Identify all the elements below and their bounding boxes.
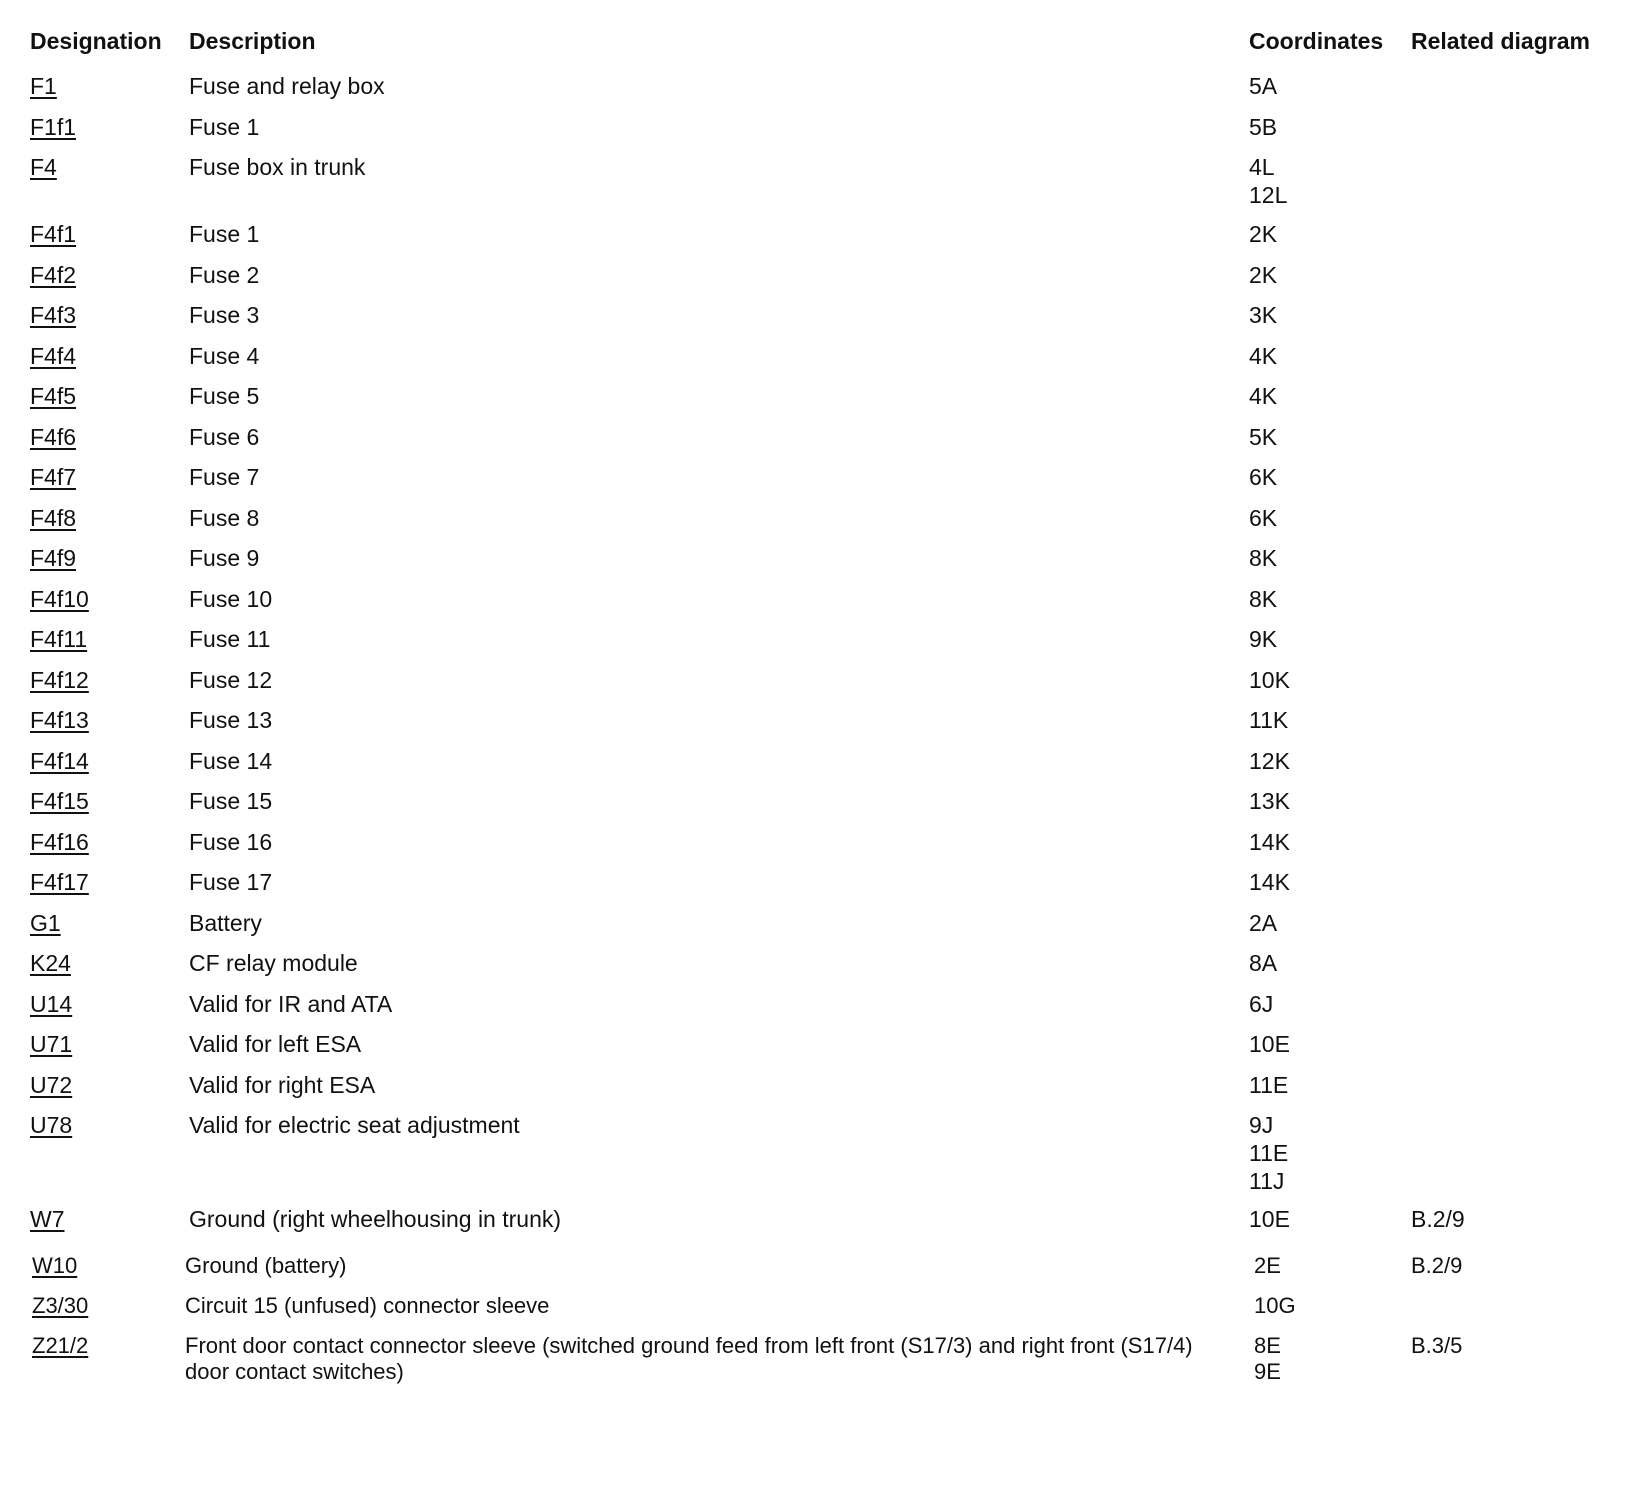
description-cell: Fuse 17 xyxy=(189,869,273,895)
coordinate-value: 10E xyxy=(1249,1206,1290,1232)
designation-link[interactable]: F1 xyxy=(30,73,57,99)
coordinates-cell xyxy=(1249,504,1277,532)
description-cell: Valid for left ESA xyxy=(189,1031,362,1057)
coordinate-value: 5K xyxy=(1249,423,1278,450)
coordinate-value: 9E xyxy=(1254,1359,1281,1384)
coordinates-cell xyxy=(1249,423,1277,451)
designation-link[interactable]: F4f6 xyxy=(30,423,77,450)
description-cell: Battery xyxy=(189,909,262,936)
coordinates-cell xyxy=(1249,72,1277,100)
designation-link[interactable]: F4f17 xyxy=(30,869,89,895)
header-related-diagram: Related diagram xyxy=(1411,28,1590,54)
designation-link[interactable]: F4f9 xyxy=(30,545,77,571)
coordinate-value: 2K xyxy=(1249,221,1278,247)
description-cell: Valid for IR and ATA xyxy=(189,990,393,1017)
description-cell: Valid for right ESA xyxy=(189,1071,376,1098)
description-cell: Fuse 13 xyxy=(189,707,273,733)
designation-link[interactable]: F4f15 xyxy=(30,788,89,814)
coordinate-value: 8K xyxy=(1249,545,1278,571)
coordinates-cell xyxy=(1249,828,1290,856)
coordinate-value: 10K xyxy=(1249,666,1290,693)
coordinates-cell xyxy=(1249,153,1287,209)
coordinate-value: 4K xyxy=(1249,342,1278,369)
table-row xyxy=(0,419,1648,460)
coordinate-value: 2K xyxy=(1249,261,1278,288)
description-cell: Fuse 7 xyxy=(189,464,260,490)
designation-link[interactable]: W7 xyxy=(30,1206,65,1232)
designation-link[interactable]: F4f7 xyxy=(30,464,77,490)
designation-link[interactable]: U72 xyxy=(30,1071,73,1098)
table-row xyxy=(0,1289,1648,1329)
coordinates-cell xyxy=(1249,342,1277,370)
table-row xyxy=(0,297,1648,338)
coordinate-value: 2A xyxy=(1249,909,1278,936)
coordinates-cell xyxy=(1249,1071,1288,1099)
description-cell: Fuse 6 xyxy=(189,423,260,450)
table-row xyxy=(0,1107,1648,1201)
table-row xyxy=(0,662,1648,703)
designation-link[interactable]: F4f14 xyxy=(30,747,89,774)
table-row xyxy=(0,986,1648,1027)
description-cell: Fuse and relay box xyxy=(189,73,385,99)
designation-link[interactable]: F4f16 xyxy=(30,828,89,855)
table-row xyxy=(0,945,1648,986)
coordinates-cell xyxy=(1249,747,1290,775)
coordinate-value: 8E xyxy=(1254,1333,1281,1358)
related-diagram-cell: B.2/9 xyxy=(1411,1206,1465,1232)
coordinates-cell xyxy=(1249,868,1290,896)
coordinate-value: 10E xyxy=(1249,1031,1290,1057)
description-cell: Fuse 16 xyxy=(189,828,273,855)
description-cell: Fuse 14 xyxy=(189,747,273,774)
coordinate-value: 12K xyxy=(1249,747,1290,774)
coordinates-cell xyxy=(1254,1333,1281,1385)
table-row xyxy=(0,149,1648,216)
designation-link[interactable]: F4f5 xyxy=(30,383,77,409)
designation-link[interactable]: F4f12 xyxy=(30,666,89,693)
designation-link[interactable]: F4f2 xyxy=(30,261,77,288)
designation-link[interactable]: F4f8 xyxy=(30,504,77,531)
coordinates-cell xyxy=(1249,1030,1290,1058)
related-diagram-cell: B.2/9 xyxy=(1411,1253,1463,1278)
table-row xyxy=(0,783,1648,824)
designation-link[interactable]: U78 xyxy=(30,1112,73,1138)
table-row xyxy=(0,581,1648,622)
coordinate-value: 4K xyxy=(1249,383,1278,409)
table-row xyxy=(0,500,1648,541)
description-cell: Fuse 11 xyxy=(189,626,271,652)
coordinate-value: 6K xyxy=(1249,464,1278,490)
coordinate-value: 5A xyxy=(1249,73,1278,99)
coordinates-cell xyxy=(1249,625,1277,653)
coordinates-cell xyxy=(1249,909,1277,937)
designation-link[interactable]: F4f3 xyxy=(30,302,77,328)
coordinates-cell xyxy=(1254,1293,1296,1319)
coordinate-value: 2E xyxy=(1254,1253,1281,1278)
table-row xyxy=(0,824,1648,865)
designation-link[interactable]: F4 xyxy=(30,154,57,180)
coordinate-value: 9K xyxy=(1249,626,1278,652)
description-cell: Circuit 15 (unfused) connector sleeve xyxy=(185,1293,550,1318)
description-cell: Fuse 1 xyxy=(189,113,260,140)
coordinate-value: 12L xyxy=(1249,182,1288,208)
coordinate-value: 10G xyxy=(1254,1293,1296,1318)
coordinate-value: 3K xyxy=(1249,302,1278,328)
designation-link[interactable]: W10 xyxy=(32,1253,78,1278)
description-cell: Ground (right wheelhousing in trunk) xyxy=(189,1206,562,1232)
coordinates-cell xyxy=(1249,787,1290,815)
coordinates-cell xyxy=(1249,666,1290,694)
designation-link[interactable]: U14 xyxy=(30,990,73,1017)
coordinates-cell xyxy=(1249,585,1277,613)
coordinate-value: 14K xyxy=(1249,828,1290,855)
coordinate-value: 5B xyxy=(1249,113,1278,140)
coordinate-value: 8K xyxy=(1249,585,1278,612)
coordinates-cell xyxy=(1254,1253,1281,1279)
coordinate-value: 11K xyxy=(1249,707,1289,733)
related-diagram-cell: B.3/5 xyxy=(1411,1333,1463,1358)
coordinates-cell xyxy=(1249,382,1277,410)
description-cell: Fuse 15 xyxy=(189,788,273,814)
table-row xyxy=(0,109,1648,150)
header-coordinates: Coordinates xyxy=(1249,28,1384,54)
designation-link[interactable]: F1f1 xyxy=(30,113,77,140)
table-row xyxy=(0,621,1648,662)
designation-link[interactable]: F4f11 xyxy=(30,626,88,652)
coordinate-value: 11E xyxy=(1249,1071,1289,1098)
coordinate-value: 14K xyxy=(1249,869,1290,895)
coordinates-cell xyxy=(1249,261,1277,289)
description-cell: Fuse 9 xyxy=(189,545,260,571)
designation-link[interactable]: F4f10 xyxy=(30,585,89,612)
designation-link[interactable]: F4f4 xyxy=(30,342,77,369)
coordinates-cell xyxy=(1249,544,1277,572)
description-cell: Fuse 3 xyxy=(189,302,260,328)
coordinate-value: 13K xyxy=(1249,788,1290,814)
coordinate-value: 8A xyxy=(1249,950,1278,976)
coordinate-value: 11E xyxy=(1249,1140,1289,1166)
table-header xyxy=(0,28,1648,60)
coordinate-value: 6J xyxy=(1249,990,1274,1017)
description-cell: Fuse 12 xyxy=(189,666,273,693)
designation-link[interactable]: Z3/30 xyxy=(32,1293,89,1318)
coordinates-cell xyxy=(1249,463,1277,491)
header-description: Description xyxy=(189,28,316,54)
table-row xyxy=(0,257,1648,298)
coordinates-cell xyxy=(1249,706,1288,734)
coordinates-cell xyxy=(1249,113,1277,141)
designation-link[interactable]: Z21/2 xyxy=(32,1333,89,1358)
description-cell: Front door contact connector sleeve (switched ground feed from left front (S17/3) and right front (S17/4) door contact switches) xyxy=(185,1333,1193,1384)
designation-link[interactable]: G1 xyxy=(30,909,61,936)
table-row xyxy=(0,216,1648,257)
description-cell: Fuse 10 xyxy=(189,585,273,612)
table-row xyxy=(0,1329,1648,1384)
description-cell: Fuse 2 xyxy=(189,261,260,288)
header-designation: Designation xyxy=(30,28,162,54)
table-row xyxy=(0,540,1648,581)
designation-link[interactable]: F4f13 xyxy=(30,707,89,733)
description-cell: Fuse 5 xyxy=(189,383,260,409)
coordinate-value: 6K xyxy=(1249,504,1278,531)
coordinates-cell xyxy=(1249,949,1277,977)
coordinate-value: 4L xyxy=(1249,154,1275,180)
table-body xyxy=(0,68,1648,1384)
table-row xyxy=(0,1249,1648,1289)
coordinates-cell xyxy=(1249,220,1277,248)
description-cell: Valid for electric seat adjustment xyxy=(189,1112,520,1138)
designation-link[interactable]: U71 xyxy=(30,1031,73,1057)
description-cell: Fuse 4 xyxy=(189,342,260,369)
table-row xyxy=(0,378,1648,419)
table-row xyxy=(0,864,1648,905)
designation-link[interactable]: F4f1 xyxy=(30,221,77,247)
description-cell: Ground (battery) xyxy=(185,1253,347,1278)
description-cell: Fuse 1 xyxy=(189,221,260,247)
table-row xyxy=(0,459,1648,500)
coordinate-value: 9J xyxy=(1249,1112,1274,1138)
coordinates-cell xyxy=(1249,301,1277,329)
table-row xyxy=(0,1067,1648,1108)
description-cell: CF relay module xyxy=(189,950,358,976)
coordinates-cell xyxy=(1249,1205,1290,1233)
table-row xyxy=(0,905,1648,946)
description-cell: Fuse box in trunk xyxy=(189,154,366,180)
coordinate-value: 11J xyxy=(1249,1168,1285,1194)
table-row xyxy=(0,1201,1648,1249)
table-row xyxy=(0,702,1648,743)
table-row xyxy=(0,743,1648,784)
table-row xyxy=(0,338,1648,379)
table-row xyxy=(0,1026,1648,1067)
designation-link[interactable]: K24 xyxy=(30,950,71,976)
description-cell: Fuse 8 xyxy=(189,504,260,531)
coordinates-cell xyxy=(1249,1111,1288,1195)
coordinates-cell xyxy=(1249,990,1273,1018)
table-row xyxy=(0,68,1648,109)
